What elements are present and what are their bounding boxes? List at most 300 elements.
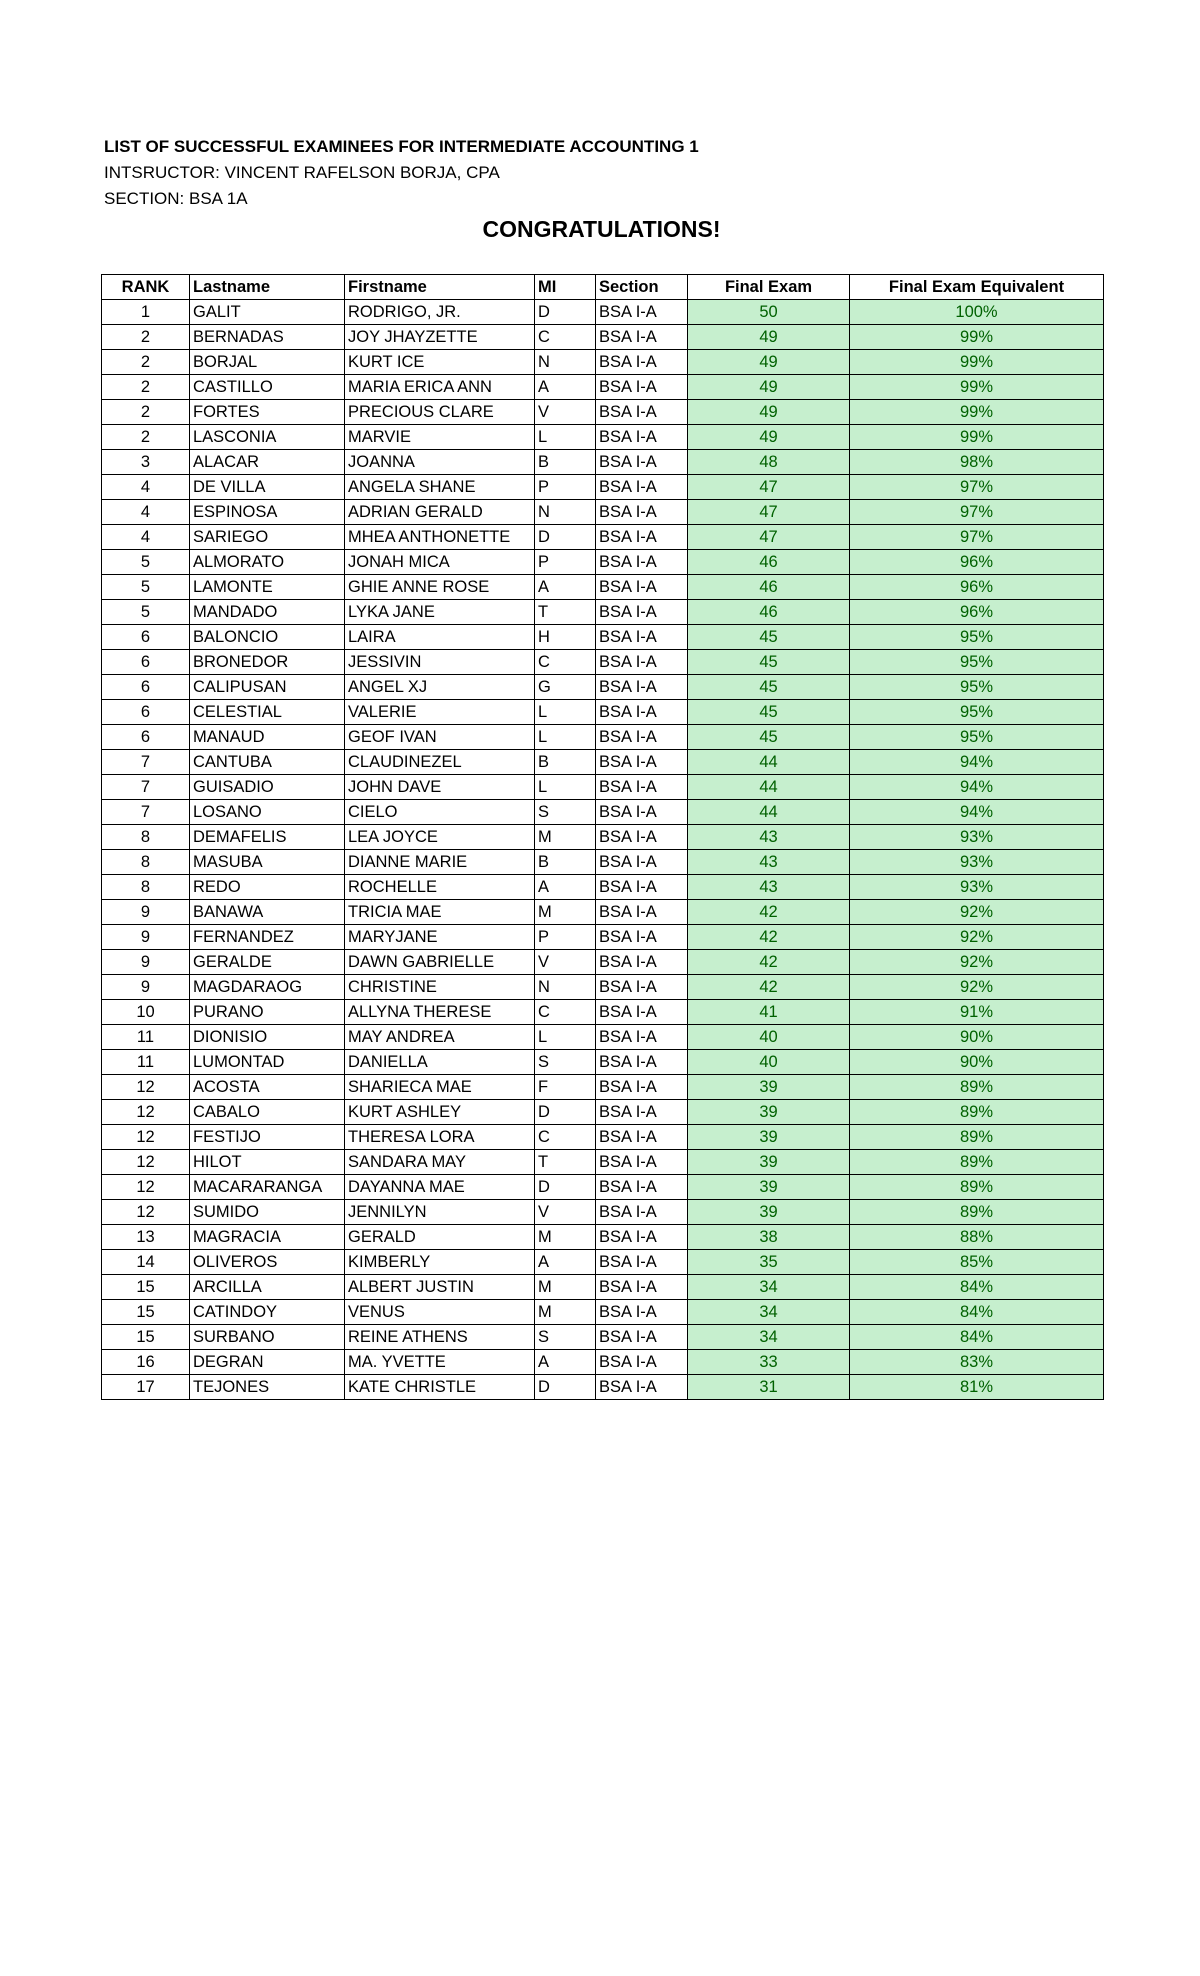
section-cell: BSA I-A	[596, 475, 688, 500]
final-exam-cell: 42	[688, 950, 850, 975]
firstname-cell: GEOF IVAN	[345, 725, 535, 750]
firstname-cell: ANGELA SHANE	[345, 475, 535, 500]
final-exam-cell: 47	[688, 500, 850, 525]
lastname-cell: REDO	[190, 875, 345, 900]
firstname-cell: MA. YVETTE	[345, 1350, 535, 1375]
table-row	[102, 1325, 1104, 1350]
firstname-cell: SANDARA MAY	[345, 1150, 535, 1175]
final-exam-equivalent-cell: 95%	[850, 675, 1104, 700]
rank-cell: 4	[102, 475, 190, 500]
section-cell: BSA I-A	[596, 1000, 688, 1025]
table-row	[102, 1075, 1104, 1100]
final-exam-equivalent-cell: 97%	[850, 475, 1104, 500]
instructor-line: INTSRUCTOR: VINCENT RAFELSON BORJA, CPA	[104, 163, 500, 182]
section-cell: BSA I-A	[596, 375, 688, 400]
final-exam-equivalent-cell: 96%	[850, 550, 1104, 575]
firstname-cell: KURT ASHLEY	[345, 1100, 535, 1125]
table-header-row	[102, 275, 1104, 300]
final-exam-equivalent-cell: 96%	[850, 575, 1104, 600]
lastname-cell: FESTIJO	[190, 1125, 345, 1150]
mi-cell: N	[535, 975, 596, 1000]
final-exam-cell: 49	[688, 325, 850, 350]
column-header-lastname: Lastname	[190, 275, 345, 300]
table-row	[102, 1025, 1104, 1050]
mi-cell: D	[535, 1375, 596, 1400]
firstname-cell: LEA JOYCE	[345, 825, 535, 850]
firstname-cell: ALLYNA THERESE	[345, 1000, 535, 1025]
mi-cell: V	[535, 1200, 596, 1225]
rank-cell: 8	[102, 850, 190, 875]
final-exam-cell: 39	[688, 1075, 850, 1100]
final-exam-equivalent-cell: 99%	[850, 425, 1104, 450]
final-exam-cell: 46	[688, 575, 850, 600]
table-row	[102, 1050, 1104, 1075]
column-header-firstname: Firstname	[345, 275, 535, 300]
section-cell: BSA I-A	[596, 925, 688, 950]
mi-cell: T	[535, 1150, 596, 1175]
mi-cell: H	[535, 625, 596, 650]
mi-cell: P	[535, 475, 596, 500]
table-row	[102, 475, 1104, 500]
mi-cell: S	[535, 1050, 596, 1075]
firstname-cell: RODRIGO, JR.	[345, 300, 535, 325]
table-row	[102, 1300, 1104, 1325]
final-exam-cell: 40	[688, 1025, 850, 1050]
section-cell: BSA I-A	[596, 1375, 688, 1400]
mi-cell: A	[535, 875, 596, 900]
firstname-cell: GERALD	[345, 1225, 535, 1250]
firstname-cell: VALERIE	[345, 700, 535, 725]
final-exam-equivalent-cell: 95%	[850, 700, 1104, 725]
lastname-cell: LOSANO	[190, 800, 345, 825]
final-exam-equivalent-cell: 97%	[850, 500, 1104, 525]
mi-cell: L	[535, 775, 596, 800]
final-exam-equivalent-cell: 92%	[850, 975, 1104, 1000]
final-exam-cell: 44	[688, 750, 850, 775]
mi-cell: S	[535, 1325, 596, 1350]
section-cell: BSA I-A	[596, 1025, 688, 1050]
table-row	[102, 300, 1104, 325]
lastname-cell: CANTUBA	[190, 750, 345, 775]
lastname-cell: CALIPUSAN	[190, 675, 345, 700]
table-row	[102, 975, 1104, 1000]
lastname-cell: MANAUD	[190, 725, 345, 750]
lastname-cell: CELESTIAL	[190, 700, 345, 725]
section-cell: BSA I-A	[596, 1100, 688, 1125]
final-exam-equivalent-cell: 85%	[850, 1250, 1104, 1275]
final-exam-equivalent-cell: 93%	[850, 825, 1104, 850]
final-exam-equivalent-cell: 94%	[850, 800, 1104, 825]
firstname-cell: JESSIVIN	[345, 650, 535, 675]
table-row	[102, 1200, 1104, 1225]
final-exam-cell: 42	[688, 925, 850, 950]
mi-cell: C	[535, 1000, 596, 1025]
table-row	[102, 1150, 1104, 1175]
rank-cell: 7	[102, 750, 190, 775]
firstname-cell: CLAUDINEZEL	[345, 750, 535, 775]
section-cell: BSA I-A	[596, 600, 688, 625]
lastname-cell: LUMONTAD	[190, 1050, 345, 1075]
section-cell: BSA I-A	[596, 1325, 688, 1350]
final-exam-cell: 39	[688, 1175, 850, 1200]
mi-cell: L	[535, 1025, 596, 1050]
mi-cell: P	[535, 550, 596, 575]
lastname-cell: DEGRAN	[190, 1350, 345, 1375]
mi-cell: P	[535, 925, 596, 950]
mi-cell: S	[535, 800, 596, 825]
section-cell: BSA I-A	[596, 875, 688, 900]
final-exam-equivalent-cell: 95%	[850, 625, 1104, 650]
table-row	[102, 500, 1104, 525]
final-exam-equivalent-cell: 100%	[850, 300, 1104, 325]
mi-cell: L	[535, 725, 596, 750]
table-row	[102, 800, 1104, 825]
firstname-cell: JOANNA	[345, 450, 535, 475]
rank-cell: 7	[102, 800, 190, 825]
table-row	[102, 600, 1104, 625]
firstname-cell: KURT ICE	[345, 350, 535, 375]
lastname-cell: LAMONTE	[190, 575, 345, 600]
column-header-mi: MI	[535, 275, 596, 300]
rank-cell: 6	[102, 700, 190, 725]
congratulations-heading: CONGRATULATIONS!	[482, 216, 721, 242]
final-exam-equivalent-cell: 88%	[850, 1225, 1104, 1250]
final-exam-cell: 42	[688, 900, 850, 925]
firstname-cell: REINE ATHENS	[345, 1325, 535, 1350]
rank-cell: 2	[102, 350, 190, 375]
rank-cell: 9	[102, 900, 190, 925]
rank-cell: 12	[102, 1200, 190, 1225]
firstname-cell: MARVIE	[345, 425, 535, 450]
final-exam-cell: 34	[688, 1300, 850, 1325]
lastname-cell: ALMORATO	[190, 550, 345, 575]
rank-cell: 6	[102, 725, 190, 750]
table-row	[102, 325, 1104, 350]
section-cell: BSA I-A	[596, 750, 688, 775]
mi-cell: M	[535, 900, 596, 925]
firstname-cell: JONAH MICA	[345, 550, 535, 575]
rank-cell: 2	[102, 375, 190, 400]
final-exam-cell: 44	[688, 775, 850, 800]
section-line: SECTION: BSA 1A	[104, 189, 248, 208]
rank-cell: 12	[102, 1075, 190, 1100]
firstname-cell: JOHN DAVE	[345, 775, 535, 800]
table-row	[102, 1000, 1104, 1025]
final-exam-cell: 31	[688, 1375, 850, 1400]
lastname-cell: CASTILLO	[190, 375, 345, 400]
final-exam-cell: 35	[688, 1250, 850, 1275]
final-exam-equivalent-cell: 90%	[850, 1050, 1104, 1075]
lastname-cell: SUMIDO	[190, 1200, 345, 1225]
lastname-cell: ESPINOSA	[190, 500, 345, 525]
final-exam-cell: 46	[688, 600, 850, 625]
column-header-rank: RANK	[102, 275, 190, 300]
table-row	[102, 825, 1104, 850]
mi-cell: C	[535, 325, 596, 350]
section-cell: BSA I-A	[596, 1125, 688, 1150]
lastname-cell: DEMAFELIS	[190, 825, 345, 850]
final-exam-cell: 50	[688, 300, 850, 325]
rank-cell: 10	[102, 1000, 190, 1025]
mi-cell: L	[535, 425, 596, 450]
table-row	[102, 375, 1104, 400]
table-row	[102, 1175, 1104, 1200]
final-exam-equivalent-cell: 89%	[850, 1100, 1104, 1125]
final-exam-equivalent-cell: 81%	[850, 1375, 1104, 1400]
document-title: LIST OF SUCCESSFUL EXAMINEES FOR INTERMEDIATE ACCOUNTING 1	[104, 137, 699, 156]
table-row	[102, 775, 1104, 800]
table-row	[102, 925, 1104, 950]
mi-cell: T	[535, 600, 596, 625]
table-row	[102, 850, 1104, 875]
section-cell: BSA I-A	[596, 425, 688, 450]
firstname-cell: ROCHELLE	[345, 875, 535, 900]
rank-cell: 11	[102, 1050, 190, 1075]
section-cell: BSA I-A	[596, 1275, 688, 1300]
firstname-cell: LYKA JANE	[345, 600, 535, 625]
final-exam-equivalent-cell: 97%	[850, 525, 1104, 550]
final-exam-cell: 45	[688, 650, 850, 675]
final-exam-equivalent-cell: 95%	[850, 725, 1104, 750]
final-exam-cell: 38	[688, 1225, 850, 1250]
mi-cell: B	[535, 450, 596, 475]
final-exam-cell: 49	[688, 350, 850, 375]
final-exam-cell: 42	[688, 975, 850, 1000]
section-cell: BSA I-A	[596, 650, 688, 675]
firstname-cell: MARIA ERICA ANN	[345, 375, 535, 400]
lastname-cell: DIONISIO	[190, 1025, 345, 1050]
lastname-cell: LASCONIA	[190, 425, 345, 450]
final-exam-equivalent-cell: 84%	[850, 1325, 1104, 1350]
section-cell: BSA I-A	[596, 975, 688, 1000]
final-exam-equivalent-cell: 89%	[850, 1200, 1104, 1225]
section-cell: BSA I-A	[596, 1350, 688, 1375]
mi-cell: A	[535, 1250, 596, 1275]
rank-cell: 15	[102, 1300, 190, 1325]
column-header-final-exam-equivalent: Final Exam Equivalent	[850, 275, 1104, 300]
firstname-cell: DAYANNA MAE	[345, 1175, 535, 1200]
table-row	[102, 1100, 1104, 1125]
firstname-cell: CIELO	[345, 800, 535, 825]
final-exam-cell: 43	[688, 825, 850, 850]
section-cell: BSA I-A	[596, 550, 688, 575]
table-row	[102, 550, 1104, 575]
firstname-cell: GHIE ANNE ROSE	[345, 575, 535, 600]
firstname-cell: DIANNE MARIE	[345, 850, 535, 875]
section-cell: BSA I-A	[596, 850, 688, 875]
firstname-cell: ADRIAN GERALD	[345, 500, 535, 525]
firstname-cell: PRECIOUS CLARE	[345, 400, 535, 425]
firstname-cell: MHEA ANTHONETTE	[345, 525, 535, 550]
firstname-cell: THERESA LORA	[345, 1125, 535, 1150]
final-exam-equivalent-cell: 98%	[850, 450, 1104, 475]
mi-cell: M	[535, 1300, 596, 1325]
rank-cell: 3	[102, 450, 190, 475]
mi-cell: N	[535, 350, 596, 375]
rank-cell: 16	[102, 1350, 190, 1375]
table-row	[102, 675, 1104, 700]
mi-cell: M	[535, 825, 596, 850]
rank-cell: 17	[102, 1375, 190, 1400]
lastname-cell: BERNADAS	[190, 325, 345, 350]
section-cell: BSA I-A	[596, 575, 688, 600]
lastname-cell: GALIT	[190, 300, 345, 325]
rank-cell: 2	[102, 325, 190, 350]
final-exam-equivalent-cell: 99%	[850, 375, 1104, 400]
final-exam-cell: 43	[688, 850, 850, 875]
firstname-cell: VENUS	[345, 1300, 535, 1325]
rank-cell: 4	[102, 500, 190, 525]
table-row	[102, 1375, 1104, 1400]
mi-cell: C	[535, 650, 596, 675]
table-row	[102, 650, 1104, 675]
final-exam-equivalent-cell: 95%	[850, 650, 1104, 675]
final-exam-equivalent-cell: 89%	[850, 1075, 1104, 1100]
lastname-cell: MASUBA	[190, 850, 345, 875]
firstname-cell: ANGEL XJ	[345, 675, 535, 700]
column-header-section: Section	[596, 275, 688, 300]
final-exam-equivalent-cell: 94%	[850, 775, 1104, 800]
rank-cell: 12	[102, 1100, 190, 1125]
firstname-cell: JENNILYN	[345, 1200, 535, 1225]
mi-cell: L	[535, 700, 596, 725]
rank-cell: 12	[102, 1125, 190, 1150]
section-cell: BSA I-A	[596, 325, 688, 350]
section-cell: BSA I-A	[596, 300, 688, 325]
firstname-cell: JOY JHAYZETTE	[345, 325, 535, 350]
final-exam-equivalent-cell: 89%	[850, 1150, 1104, 1175]
final-exam-equivalent-cell: 92%	[850, 900, 1104, 925]
rank-cell: 14	[102, 1250, 190, 1275]
lastname-cell: BANAWA	[190, 900, 345, 925]
section-cell: BSA I-A	[596, 825, 688, 850]
table-row	[102, 625, 1104, 650]
table-row	[102, 750, 1104, 775]
final-exam-cell: 46	[688, 550, 850, 575]
rank-cell: 15	[102, 1275, 190, 1300]
table-row	[102, 1275, 1104, 1300]
final-exam-cell: 49	[688, 400, 850, 425]
final-exam-equivalent-cell: 99%	[850, 350, 1104, 375]
table-row	[102, 400, 1104, 425]
mi-cell: M	[535, 1275, 596, 1300]
final-exam-cell: 39	[688, 1125, 850, 1150]
section-cell: BSA I-A	[596, 450, 688, 475]
final-exam-cell: 44	[688, 800, 850, 825]
mi-cell: V	[535, 950, 596, 975]
section-cell: BSA I-A	[596, 775, 688, 800]
mi-cell: C	[535, 1125, 596, 1150]
mi-cell: M	[535, 1225, 596, 1250]
table-row	[102, 950, 1104, 975]
section-cell: BSA I-A	[596, 1300, 688, 1325]
final-exam-cell: 34	[688, 1325, 850, 1350]
rank-cell: 8	[102, 875, 190, 900]
section-cell: BSA I-A	[596, 675, 688, 700]
firstname-cell: DAWN GABRIELLE	[345, 950, 535, 975]
rank-cell: 12	[102, 1175, 190, 1200]
table-row	[102, 1250, 1104, 1275]
final-exam-cell: 39	[688, 1150, 850, 1175]
final-exam-equivalent-cell: 99%	[850, 400, 1104, 425]
final-exam-equivalent-cell: 84%	[850, 1300, 1104, 1325]
section-cell: BSA I-A	[596, 950, 688, 975]
table-row	[102, 700, 1104, 725]
final-exam-equivalent-cell: 93%	[850, 850, 1104, 875]
firstname-cell: KATE CHRISTLE	[345, 1375, 535, 1400]
document-header	[104, 134, 1104, 212]
lastname-cell: BORJAL	[190, 350, 345, 375]
lastname-cell: ALACAR	[190, 450, 345, 475]
rank-cell: 7	[102, 775, 190, 800]
mi-cell: D	[535, 1175, 596, 1200]
table-row	[102, 1225, 1104, 1250]
final-exam-cell: 47	[688, 525, 850, 550]
final-exam-cell: 45	[688, 675, 850, 700]
firstname-cell: KIMBERLY	[345, 1250, 535, 1275]
final-exam-equivalent-cell: 94%	[850, 750, 1104, 775]
lastname-cell: PURANO	[190, 1000, 345, 1025]
final-exam-cell: 49	[688, 425, 850, 450]
lastname-cell: GUISADIO	[190, 775, 345, 800]
lastname-cell: CABALO	[190, 1100, 345, 1125]
results-table	[101, 274, 1104, 1400]
section-cell: BSA I-A	[596, 800, 688, 825]
section-cell: BSA I-A	[596, 1175, 688, 1200]
final-exam-equivalent-cell: 99%	[850, 325, 1104, 350]
rank-cell: 8	[102, 825, 190, 850]
mi-cell: A	[535, 375, 596, 400]
rank-cell: 12	[102, 1150, 190, 1175]
rank-cell: 4	[102, 525, 190, 550]
rank-cell: 6	[102, 650, 190, 675]
firstname-cell: MAY ANDREA	[345, 1025, 535, 1050]
final-exam-equivalent-cell: 83%	[850, 1350, 1104, 1375]
rank-cell: 9	[102, 950, 190, 975]
rank-cell: 5	[102, 600, 190, 625]
section-cell: BSA I-A	[596, 1200, 688, 1225]
firstname-cell: MARYJANE	[345, 925, 535, 950]
table-row	[102, 1125, 1104, 1150]
mi-cell: N	[535, 500, 596, 525]
final-exam-cell: 47	[688, 475, 850, 500]
lastname-cell: DE VILLA	[190, 475, 345, 500]
rank-cell: 9	[102, 925, 190, 950]
firstname-cell: LAIRA	[345, 625, 535, 650]
final-exam-equivalent-cell: 96%	[850, 600, 1104, 625]
final-exam-equivalent-cell: 92%	[850, 950, 1104, 975]
section-cell: BSA I-A	[596, 725, 688, 750]
final-exam-equivalent-cell: 84%	[850, 1275, 1104, 1300]
mi-cell: D	[535, 1100, 596, 1125]
mi-cell: A	[535, 575, 596, 600]
firstname-cell: CHRISTINE	[345, 975, 535, 1000]
mi-cell: D	[535, 525, 596, 550]
lastname-cell: FORTES	[190, 400, 345, 425]
lastname-cell: ARCILLA	[190, 1275, 345, 1300]
rank-cell: 6	[102, 675, 190, 700]
table-row	[102, 450, 1104, 475]
final-exam-cell: 43	[688, 875, 850, 900]
lastname-cell: SARIEGO	[190, 525, 345, 550]
section-cell: BSA I-A	[596, 700, 688, 725]
rank-cell: 6	[102, 625, 190, 650]
rank-cell: 5	[102, 550, 190, 575]
section-cell: BSA I-A	[596, 625, 688, 650]
lastname-cell: TEJONES	[190, 1375, 345, 1400]
rank-cell: 15	[102, 1325, 190, 1350]
table-row	[102, 350, 1104, 375]
